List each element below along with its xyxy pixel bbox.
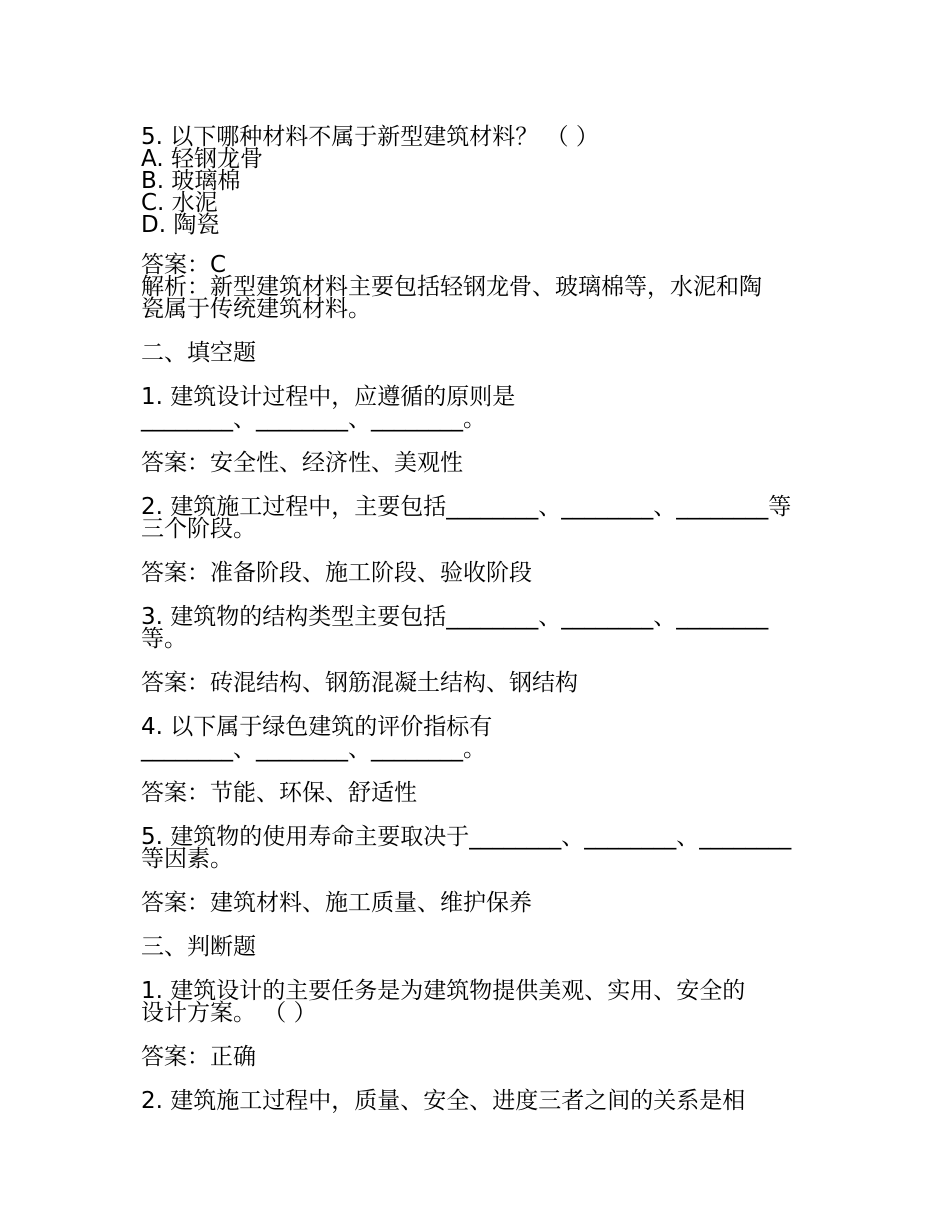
- fill-q1-line1: 1. 建筑设计过程中，应遵循的原则是: [141, 384, 516, 410]
- fill-q4-line1: 4. 以下属于绿色建筑的评价指标有: [141, 714, 493, 740]
- fill-q4-answer: 答案：节能、环保、舒适性: [141, 780, 417, 806]
- question-5-analysis-line2: 瓷属于传统建筑材料。: [141, 296, 371, 322]
- fill-q5-line1: 5. 建筑物的使用寿命主要取决于________、________、________: [141, 824, 792, 850]
- fill-q3-answer: 答案：砖混结构、钢筋混凝土结构、钢结构: [141, 670, 578, 696]
- fill-q2-answer: 答案：准备阶段、施工阶段、验收阶段: [141, 560, 532, 586]
- question-5-analysis-line1: 解析：新型建筑材料主要包括轻钢龙骨、玻璃棉等，水泥和陶: [141, 274, 762, 300]
- fill-q1-answer: 答案：安全性、经济性、美观性: [141, 450, 463, 476]
- fill-q4-line2: ________、________、________。: [141, 736, 486, 762]
- fill-q3-line2: 等。: [141, 626, 187, 652]
- option-d: D. 陶瓷: [141, 212, 220, 238]
- question-5-answer: 答案：C: [141, 252, 227, 278]
- fill-q5-answer: 答案：建筑材料、施工质量、维护保养: [141, 890, 532, 916]
- fill-q1-line2: ________、________、________。: [141, 406, 486, 432]
- option-c: C. 水泥: [141, 190, 218, 216]
- section-2-heading: 二、填空题: [141, 340, 256, 366]
- section-3-heading: 三、判断题: [141, 934, 256, 960]
- fill-q2-line2: 三个阶段。: [141, 516, 256, 542]
- option-a: A. 轻钢龙骨: [141, 146, 263, 172]
- judge-q2-line1: 2. 建筑施工过程中，质量、安全、进度三者之间的关系是相: [141, 1088, 746, 1114]
- judge-q1-line1: 1. 建筑设计的主要任务是为建筑物提供美观、实用、安全的: [141, 978, 746, 1004]
- judge-q1-line2: 设计方案。 （ ）: [141, 1000, 317, 1026]
- fill-q2-line1: 2. 建筑施工过程中，主要包括________、________、________等: [141, 494, 792, 520]
- document-page: [141, 126, 813, 1112]
- judge-q1-answer: 答案：正确: [141, 1044, 256, 1070]
- option-b: B. 玻璃棉: [141, 168, 241, 194]
- question-5-stem: 5. 以下哪种材料不属于新型建筑材料？ （ ）: [141, 124, 599, 150]
- fill-q5-line2: 等因素。: [141, 846, 233, 872]
- fill-q3-line1: 3. 建筑物的结构类型主要包括________、________、________: [141, 604, 769, 630]
